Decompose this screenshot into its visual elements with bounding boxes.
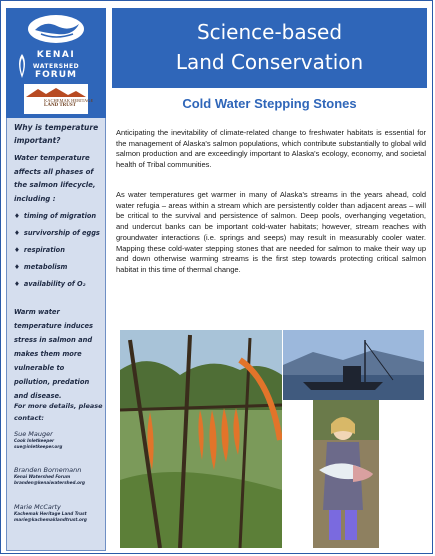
kenai-logo-line3: FORUM — [35, 70, 77, 80]
bullet-oxygen: ♦ availability of O₂ — [14, 280, 86, 288]
water-temperature-text: Water temperature affects all phases of the salmon lifecycle, including : — [14, 154, 96, 203]
inletkeeper-logo — [27, 14, 85, 44]
drying-salmon-illustration — [120, 330, 282, 548]
bullet-migration: ♦ timing of migration — [14, 212, 96, 220]
page-title-line2: Land Conservation — [175, 50, 364, 74]
land-trust-line2: LAND TRUST — [44, 103, 76, 108]
contact-1 — [14, 430, 104, 450]
contact-2 — [14, 466, 104, 486]
paragraph-2: As water temperatures get warmer in many of Alaska's streams in the years ahead, cold water refugia – areas within a stream which are persistently colder than adjacent areas – will be critical to the survival and persistence of salmon. Deep pools, overhanging vegetation, and undercut banks can be important cold-water habitats; however, stream reaches with groundwater interactions (i.e. springs and seeps) may result in measurably cooler water. Mapping these cold-water stepping stones that are needed for salmon to make their way up and down otherwise warming streams is the first step towards protecting critical salmon habitat in this time of thermal change. — [116, 190, 426, 274]
contact-name: Marie McCarty — [14, 503, 61, 511]
land-trust-line1: KACHEMAK HERITAGE — [44, 98, 94, 103]
photo-fishing-boat — [283, 330, 424, 400]
logo-block — [6, 8, 106, 118]
contact-3 — [14, 503, 104, 523]
bullet-metabolism: ♦ metabolism — [14, 263, 67, 271]
section-title: Cold Water Stepping Stones — [182, 96, 357, 111]
contact-name: Branden Bornemann — [14, 466, 82, 474]
more-details-text: For more details, please contact: — [14, 402, 103, 422]
land-trust-logo — [24, 84, 94, 114]
land-trust-text — [44, 98, 93, 108]
contact-org: Kenai Watershed Forum — [14, 474, 71, 479]
mountain-icon — [26, 87, 86, 97]
contact-org: Kachemak Heritage Land Trust — [14, 511, 87, 516]
page-title-line1: Science-based — [196, 20, 343, 44]
contact-email[interactable]: sue@inletkeeper.org — [14, 444, 63, 449]
bullet-eggs: ♦ survivorship of eggs — [14, 229, 100, 237]
contact-org: Cook Inletkeeper — [14, 438, 55, 443]
why-heading: Why is temperature important? — [14, 123, 99, 145]
kenai-logo-line2: WATERSHED — [32, 63, 80, 70]
header-banner — [112, 8, 427, 88]
contact-email[interactable]: marie@kachemaklandtrust.org — [14, 517, 87, 522]
warm-water-text: Warm water temperature induces stress in salmon and makes them more vulnerable to pollution, predation and disease. — [14, 308, 94, 400]
child-with-fish-illustration — [313, 400, 379, 548]
bullet-respiration: ♦ respiration — [14, 246, 65, 254]
fishing-boat-illustration — [283, 330, 424, 400]
contact-name: Sue Mauger — [14, 430, 53, 438]
paragraph-1: Anticipating the inevitability of climate-related change to freshwater habitats is essential for the management of Alaska's salmon populations, which contribute substantially to global wild salmon production and are exceedingly important to Alaska's ecology, economy, and societal health of Tribal communities. — [116, 128, 426, 170]
contact-email[interactable]: branden@kenaiwatershed.org — [14, 480, 86, 485]
photo-child-with-fish — [313, 400, 379, 548]
kenai-logo-line1: KENAI — [36, 50, 76, 60]
photo-drying-salmon — [120, 330, 282, 548]
